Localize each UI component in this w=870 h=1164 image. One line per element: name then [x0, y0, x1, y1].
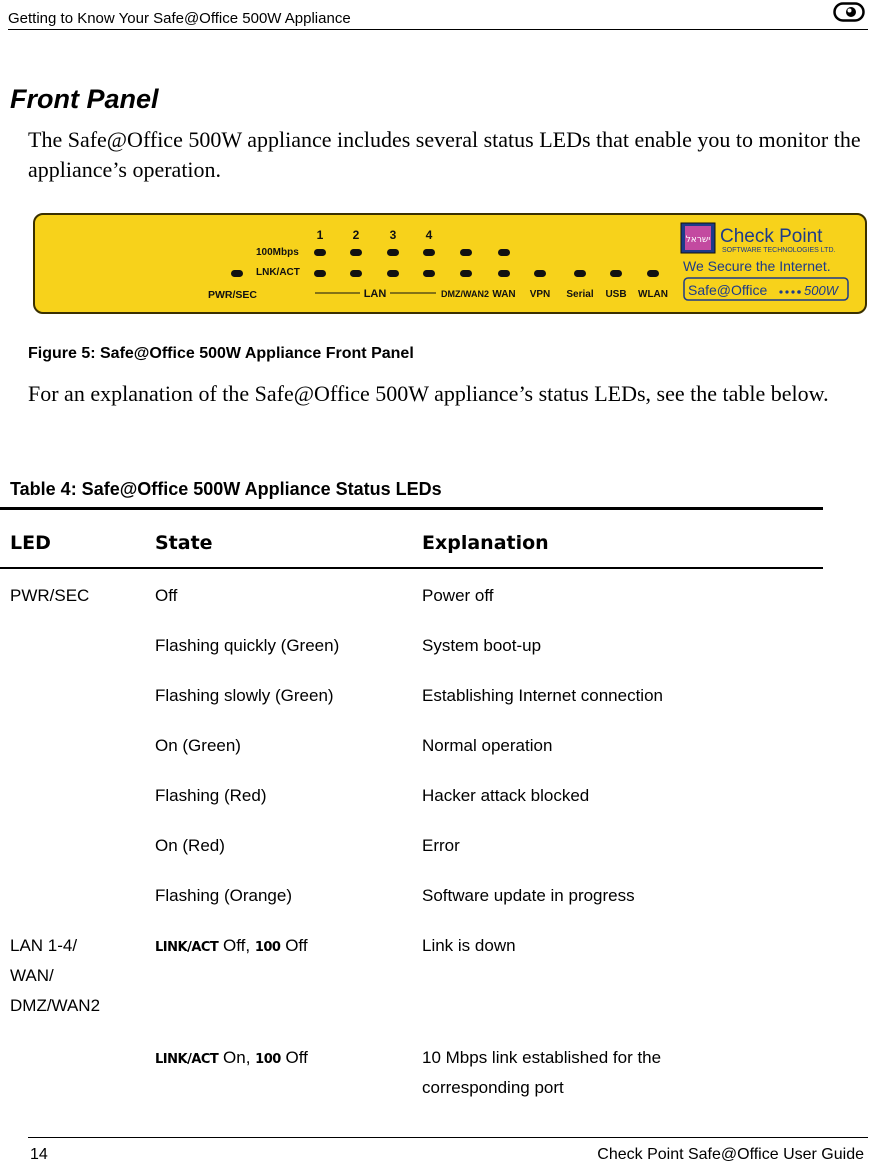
label-lan: LAN — [363, 288, 387, 300]
label-100mbps: 100Mbps — [256, 247, 299, 258]
page-number: 14 — [30, 1146, 48, 1163]
state-link-act-value: Off, — [218, 936, 255, 955]
table-cell-state — [155, 1043, 308, 1075]
table-cell-explanation: Hacker attack blocked — [422, 786, 590, 805]
label-usb: USB — [605, 289, 627, 300]
brand-slogan: We Secure the Internet. — [683, 258, 831, 274]
safe-at-office-logo-icon — [833, 1, 865, 23]
led-line: DMZ/WAN2 — [10, 996, 101, 1015]
brand-sub: SOFTWARE TECHNOLOGIES LTD. — [722, 247, 836, 254]
table-cell-explanation — [422, 1043, 661, 1103]
label-dmz-wan2: DMZ/WAN2 — [441, 289, 489, 299]
led-lnk-dmz — [460, 270, 472, 277]
header-rule — [8, 29, 868, 30]
brand-name: Check Point — [720, 226, 823, 247]
led-pwr-sec — [231, 270, 243, 277]
intro-paragraph: The Safe@Office 500W appliance includes several status LEDs that enable you to monitor the appliance’s operation. — [28, 127, 861, 182]
table-cell-state: On (Green) — [155, 736, 241, 755]
led-100-wan — [498, 249, 510, 256]
led-lnk-3 — [387, 270, 399, 277]
brand-product: Safe@Office — [688, 282, 768, 298]
table-cell-explanation: Power off — [422, 586, 494, 605]
port-number-2: 2 — [352, 228, 360, 242]
port-number-1: 1 — [316, 228, 324, 242]
front-panel-figure — [33, 213, 867, 314]
explanation-paragraph: For an explanation of the Safe@Office 500W appliance’s status LEDs, see the table below. — [28, 381, 829, 406]
label-wan: WAN — [492, 289, 516, 300]
label-serial: Serial — [566, 289, 594, 300]
led-lnk-2 — [350, 270, 362, 277]
state-link-act: LINK/ACT — [155, 1052, 219, 1067]
table-header-rule — [0, 567, 823, 569]
table-cell-state: Off — [155, 586, 178, 605]
table-cell-explanation: Link is down — [422, 936, 516, 955]
led-100-2 — [350, 249, 362, 256]
state-100-value: Off — [280, 936, 308, 955]
column-header-led: LED — [10, 532, 51, 554]
led-wlan — [647, 270, 659, 277]
label-pwr-sec: PWR/SEC — [208, 289, 258, 301]
table-cell-explanation: Establishing Internet connection — [422, 686, 663, 705]
state-100: 100 — [255, 1052, 281, 1067]
table-cell-led: PWR/SEC — [10, 586, 90, 605]
led-100-1 — [314, 249, 326, 256]
led-100-4 — [423, 249, 435, 256]
led-vpn — [534, 270, 546, 277]
column-header-state: State — [155, 532, 213, 554]
led-lnk-4 — [423, 270, 435, 277]
led-line: WAN/ — [10, 966, 54, 985]
port-number-4: 4 — [425, 228, 433, 242]
table-cell-explanation: System boot-up — [422, 636, 542, 655]
table-cell-explanation: Error — [422, 836, 460, 855]
section-title: Front Panel — [10, 84, 159, 114]
running-header-title: Getting to Know Your Safe@Office 500W Appliance — [8, 10, 351, 27]
column-header-explanation: Explanation — [422, 532, 549, 554]
state-100: 100 — [254, 940, 281, 955]
led-line: LAN 1-4/ — [10, 936, 78, 955]
table-cell-state: Flashing quickly (Green) — [155, 636, 340, 655]
led-100-dmz — [460, 249, 472, 256]
explanation-line: 10 Mbps link established for the — [422, 1048, 662, 1067]
state-link-act-value: On, — [218, 1048, 256, 1067]
led-lnk-wan — [498, 270, 510, 277]
led-lnk-1 — [314, 270, 326, 277]
table-cell-led — [10, 931, 100, 1021]
table-cell-explanation: Normal operation — [422, 736, 553, 755]
guide-title: Check Point Safe@Office User Guide — [597, 1146, 864, 1163]
label-lnk-act: LNK/ACT — [256, 267, 300, 278]
table-top-rule — [0, 507, 823, 510]
brand-model: 500W — [804, 283, 838, 298]
table-cell-explanation: Software update in progress — [422, 886, 635, 905]
label-wlan: WLAN — [638, 289, 668, 300]
state-link-act: LINK/ACT — [155, 940, 219, 955]
brand-logo-text: ישראל — [685, 235, 711, 245]
led-serial — [574, 270, 586, 277]
led-100-3 — [387, 249, 399, 256]
label-vpn: VPN — [529, 289, 551, 300]
table-caption: Table 4: Safe@Office 500W Appliance Status LEDs — [10, 479, 442, 499]
table-cell-state: On (Red) — [155, 836, 225, 855]
table-cell-state: Flashing (Red) — [155, 786, 267, 805]
table-cell-state — [155, 931, 308, 963]
figure-caption: Figure 5: Safe@Office 500W Appliance Front Panel — [28, 345, 414, 362]
explanation-line: corresponding port — [422, 1078, 564, 1097]
port-number-3: 3 — [389, 228, 397, 242]
led-usb — [610, 270, 622, 277]
state-100-value: Off — [280, 1048, 308, 1067]
table-cell-state: Flashing (Orange) — [155, 886, 293, 905]
table-cell-state: Flashing slowly (Green) — [155, 686, 334, 705]
footer-rule — [28, 1137, 868, 1138]
